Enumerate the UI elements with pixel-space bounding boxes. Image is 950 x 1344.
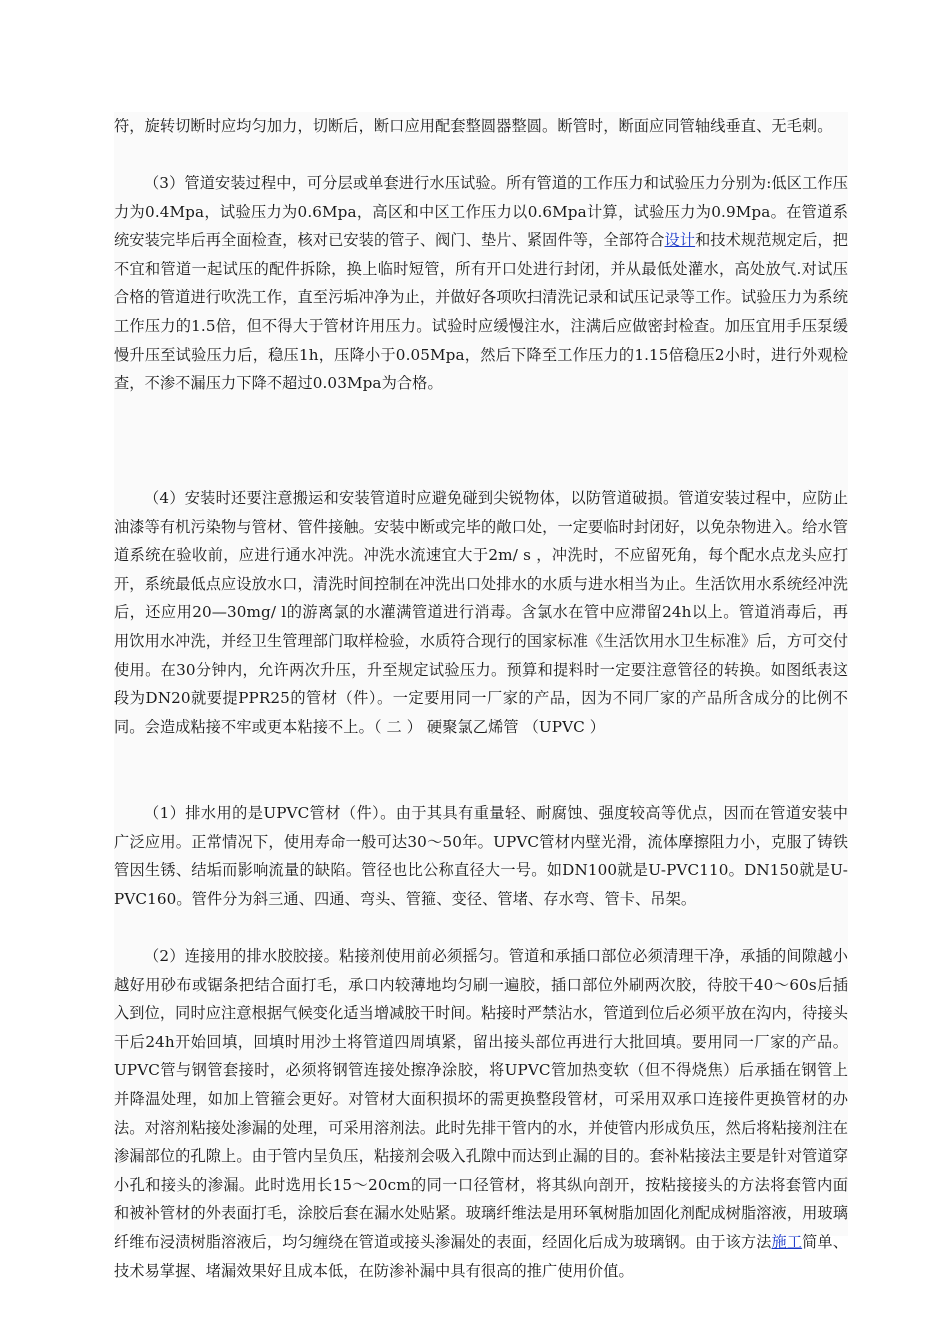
paragraph-upvc-bonding xyxy=(114,942,848,1342)
construction-link[interactable]: 施工 xyxy=(771,1232,803,1251)
paragraph-upvc-pipes: （1）排水用的是UPVC管材（件）。由于其具有重量轻、耐腐蚀、强度较高等优点，因而在管道安装中广泛应用。正常情况下，使用寿命一般可达30～50年。UPVC管材内壁光滑，流体摩擦阻力小，克服了铸铁管因生锈、结垢而影响流量的缺陷。管径也比公称直径大一号。如DN100就是U-PVC110。DN150就是U-PVC160。管件分为斜三通、四通、弯头、管箍、变径、管堵、存水弯、管卡、吊架。 xyxy=(114,804,848,908)
document-body xyxy=(114,112,849,1280)
paragraph-text-after-link: 简单、技术易掌握、堵漏效果好且成本低，在防渗补漏中具有很高的推广使用价值。 xyxy=(114,1232,848,1280)
paragraph-installation-flushing: （4）安装时还要注意搬运和安装管道时应避免碰到尖锐物体，以防管道破损。管道安装过程中，应防止油漆等有机污染物与管材、管件接触。安装中断或完毕的敞口处，一定要临时封闭好，以免杂物进入。给水管道系统在验收前，应进行通水冲洗。冲洗水流速宜大于2m/ s ，冲洗时，不应留死角，每个配水点龙头应打开，系统最低点应设放水口，清洗时间控制在冲洗出口处排水的水质与进水相当为止。生活饮用水系统经冲洗后，还应用20—30mg/ l的游离氯的水灌满管道进行消毒。含氯水在管中应滞留24h以上。管道消毒后，再用饮用水冲洗，并经卫生管理部门取样检验，水质符合现行的国家标准《生活饮用水卫生标准》后，方可交付使用。在30分钟内，允许两次升压，升至规定试验压力。预算和提料时一定要注意管径的转换。如图纸表这段为DN20就要提PPR25的管材（件）。一定要用同一厂家的产品，因为不同厂家的产品所含成分的比例不同。会造成粘接不牢或更本粘接不上。（ 二 ） 硬聚氯乙烯管 （UPVC ） xyxy=(114,489,849,736)
design-link[interactable]: 设计 xyxy=(664,231,696,250)
paragraph-text-before-link: （2）连接用的排水胶胶接。粘接剂使用前必须摇匀。管道和承插口部位必须清理干净，承插的间隙越小越好用砂布或锯条把结合面打毛，承口内较薄地均匀刷一遍胶，插口部位外刷两次胶，待胶干40～60s后插入到位，同时应注意根据气候变化适当增减胶干时间。粘接时严禁沾水，管道到位后必须平放在沟内，待接头干后24h开始回填，回填时用沙土将管道四周填紧，留出接头部位再进行大批回填。要用同一厂家的产品。UPVC管与钢管套接时，必须将钢管连接处擦净涂胶，将UPVC管加热变软（但不得烧焦）后承插在钢管上并降温处理，如加上管箍会更好。对管材大面积损坏的需更换整段管材，可采用双承口连接件更换管材的办法。对溶剂粘接处渗漏的处理，可采用溶剂法。此时先排干管内的水，并使管内形成负压，然后将粘接剂注在渗漏部位的孔隙上。由于管内呈负压，粘接剂会吸入孔隙中而达到止漏的目的。套补粘接法主要是针对管道穿小孔和接头的渗漏。此时选用长15～20cm的同一口径管材，将其纵向剖开，按粘接接头的方法将套管内面和被补管材的外表面打毛，涂胶后套在漏水处贴紧。玻璃纤维法是用环氧树脂加固化剂配成树脂溶液，用玻璃纤维布浸渍树脂溶液后，均匀缠绕在管道或接头渗漏处的表面，经固化后成为玻璃钢。由于该方法 xyxy=(114,947,848,1251)
paragraph-text-before-link: （3）管道安装过程中，可分层或单套进行水压试验。所有管道的工作压力和试验压力分别为:低区工作压力为0.4Mpa，试验压力为0.6Mpa，高区和中区工作压力以0.6Mpa计算，试验压力为0.9Mpa。在管道系统安装完毕后再全面检查，核对已安装的管子、阀门、垫片、紧固件等，全部符合 xyxy=(114,174,848,250)
paragraph-pressure-test xyxy=(114,169,848,484)
paragraph-text-after-link: 和技术规范规定后，把不宜和管道一起试压的配件拆除，换上临时短管，所有开口处进行封闭，并从最低处灌水，高处放气.对试压合格的管道进行吹洗工作，直至污垢冲净为止，并做好各项吹扫清洗记录和试压记录等工作。试验压力为系统工作压力的1.5倍，但不得大于管材许用压力。试验时应缓慢注水，注满后应做密封检查。加压宜用手压泵缓慢升压至试验压力后，稳压1h，压降小于0.05Mpa，然后下降至工作压力的1.15倍稳压2小时，进行外观检查，不渗不漏压力下降不超过0.03Mpa为合格。 xyxy=(114,231,849,393)
paragraph-cutting-pipe: 符，旋转切断时应均匀加力，切断后，断口应用配套整圆器整圆。断管时，断面应同管轴线垂直、无毛刺。 xyxy=(114,117,833,135)
